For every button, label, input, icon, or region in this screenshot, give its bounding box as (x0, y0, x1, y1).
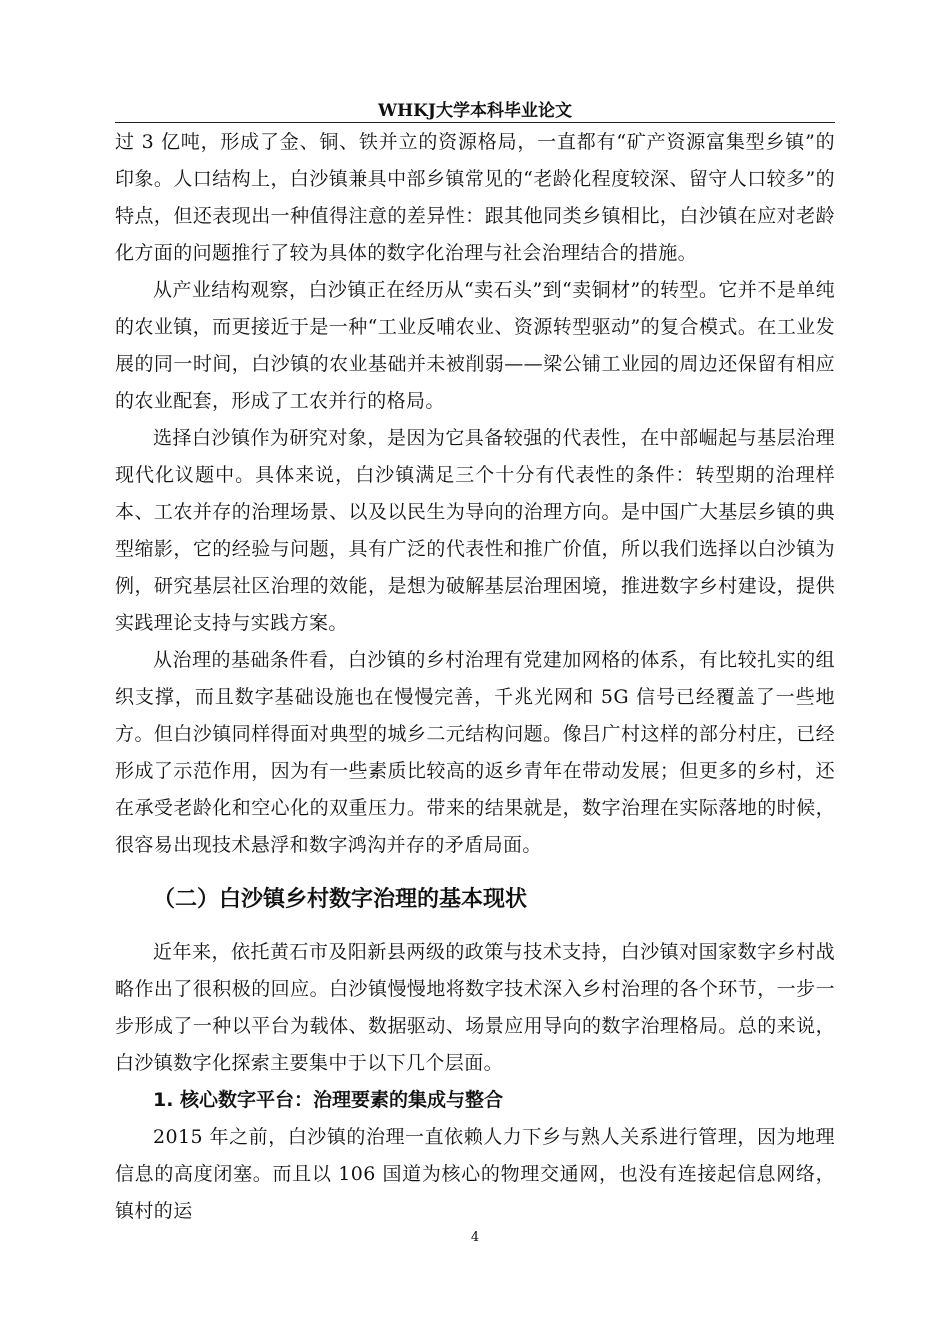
document-body (115, 124, 835, 1230)
subsection-heading: 1. 核心数字平台：治理要素的集成与整合 (153, 1089, 504, 1111)
section-paragraph: 近年来，依托黄石市及阳新县两级的政策与技术支持，白沙镇对国家数字乡村战略作出了很积极的回应。白沙镇慢慢地将数字技术深入乡村治理的各个环节，一步一步形成了一种以平台为载体、数据驱动、场景应用导向的数字治理格局。总的来说，白沙镇数字化探索主要集中于以下几个层面。 (115, 941, 835, 1074)
paragraph-conditions: 从治理的基础条件看，白沙镇的乡村治理有党建加网格的体系，有比较扎实的组织支撑，而且数字基础设施也在慢慢完善，千兆光网和 5G 信号已经覆盖了一些地方。但白沙镇同样得面对典型的城乡二元结构问题。像吕广村这样的部分村庄，已经形成了示范作用，因为有一些素质比较高的返乡青年在带动发展；但更多的乡村，还在承受老龄化和空心化的双重压力。带来的结果就是，数字治理在实际落地的时候，很容易出现技术悬浮和数字鸿沟并存的矛盾局面。 (115, 649, 835, 856)
page-header-title: WHKJ大学本科毕业论文 (378, 101, 572, 121)
page-number: 4 (470, 1230, 480, 1245)
paragraph-industry: 从产业结构观察，白沙镇正在经历从“卖石头”到“卖铜材”的转型。它并不是单纯的农业镇，而更接近于是一种“工业反哺农业、资源转型驱动”的复合模式。在工业发展的同一时间，白沙镇的农业基础并未被削弱——梁公铺工业园的周边还保留有相应的农业配套，形成了工农并行的格局。 (115, 279, 835, 412)
paragraph-selection: 选择白沙镇作为研究对象，是因为它具备较强的代表性，在中部崛起与基层治理现代化议题中。具体来说，白沙镇满足三个十分有代表性的条件：转型期的治理样本、工农并存的治理场景、以及以民生为导向的治理方向。是中国广大基层乡镇的典型缩影，它的经验与问题，具有广泛的代表性和推广价值，所以我们选择以白沙镇为例，研究基层社区治理的效能，是想为破解基层治理困境，推进数字乡村建设，提供实践理论支持与实践方案。 (115, 427, 835, 634)
paragraph-continued: 过 3 亿吨，形成了金、铜、铁并立的资源格局，一直都有“矿产资源富集型乡镇”的印象。人口结构上，白沙镇兼具中部乡镇常见的“老龄化程度较深、留守人口较多”的特点，但还表现出一种值得注意的差异性：跟其他同类乡镇相比，白沙镇在应对老龄化方面的问题推行了较为具体的数字化治理与社会治理结合的措施。 (115, 131, 835, 264)
subsection-paragraph: 2015 年之前，白沙镇的治理一直依赖人力下乡与熟人关系进行管理，因为地理信息的高度闭塞。而且以 106 国道为核心的物理交通网，也没有连接起信息网络，镇村的运 (115, 1126, 835, 1222)
section-heading: （二）白沙镇乡村数字治理的基本现状 (153, 887, 528, 912)
header-rule (115, 122, 835, 123)
